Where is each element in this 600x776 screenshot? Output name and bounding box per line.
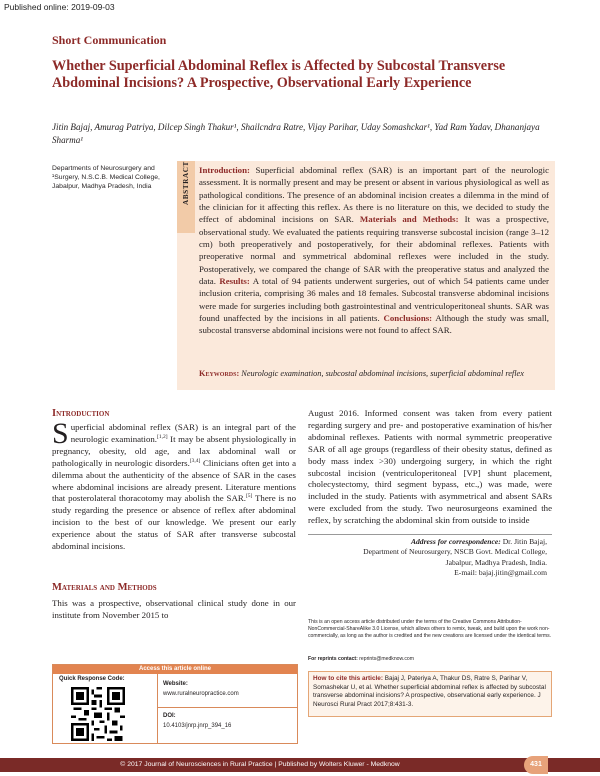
correspondence-email[interactable]: E-mail: bajaj.jitin@gmail.com xyxy=(454,567,547,577)
reprints-label: For reprints contact: xyxy=(308,656,358,662)
abstract-results-heading: Results: xyxy=(219,276,250,287)
keywords xyxy=(199,368,549,379)
access-box xyxy=(52,664,298,744)
methods-heading: Materials and Methods xyxy=(52,582,157,593)
ref-1-2[interactable]: [1,2] xyxy=(157,433,168,440)
reprints xyxy=(308,656,552,662)
correspondence-line2: Department of Neurosurgery, NSCB Govt. Medical College, xyxy=(363,547,547,557)
abstract-results-text: A total of 94 patients underwent surgeries, out of which 54 patients came under inclusion criteria, comprising 36 males and 18 females. Subcostal transverse abdominal incisions were made for surgeries including both gastrointestinal and ventriculoperitoneal shunts. SAR was found unaffected by the incisions in all patients. xyxy=(199,276,549,324)
affiliation: Departments of Neurosurgery and ¹Surgery, N.S.C.B. Medical College, Jabalpur, Madhya Pradesh, India xyxy=(52,165,160,190)
intro-p4: There is no study regarding the presence or absence of reflex after abdominal incision to the best of our knowledge. We present our early experience about the status of SAR after transverse subcostal abdominal incisions. xyxy=(52,493,296,552)
reprints-email[interactable]: reprints@medknow.com xyxy=(357,656,414,662)
methods-text: This was a prospective, observational clinical study done in our institute from November 2015 to xyxy=(52,598,296,620)
article-title: Whether Superficial Abdominal Reflex is Affected by Subcostal Transverse Abdominal Incisions? A Prospective, Observational Early Experience xyxy=(52,58,506,91)
published-date: Published online: 2019-09-03 xyxy=(4,2,115,12)
ref-3-4[interactable]: [3,4] xyxy=(189,457,201,464)
correspondence-name: Dr. Jitin Bajaj, xyxy=(500,537,547,546)
intro-p2: It may be absent physiologically in pregnancy, obesity, old age, and lax abdominal wall or pathologically in neurologic disorders. xyxy=(52,433,296,468)
abstract-methods-heading: Materials and Methods: xyxy=(359,214,459,225)
abstract-conclusions-text: Although the study was small, subcostal transverse abdominal incisions were not found to affect SAR. xyxy=(199,313,549,336)
footer-text: © 2017 Journal of Neurosciences in Rural Practice | Published by Wolters Kluwer - Medknow xyxy=(120,761,400,768)
abstract-conclusions-heading: Conclusions: xyxy=(383,313,433,324)
keywords-heading: Keywords: xyxy=(199,369,240,378)
doi-label: DOI: xyxy=(163,713,176,719)
intro-p3: Clinicians often get into a dilemma about the authenticity of the absence of SAR in the cases where abdominal incisions are already present. Literature mentions that posterolateral thoracotomy may abolish the SAR. xyxy=(52,457,297,504)
abstract-tab-label: ABSTRACT xyxy=(182,161,190,205)
dropcap: S xyxy=(52,417,69,450)
abstract-methods-text: It was a prospective, observational study. We evaluated the patients requiring transverse subcostal incision (range 3–12 cm) both preoperatively and postoperatively, for their abdominal reflexes. Patients with preoperative normal and symmetrical abdominal reflexes were included in the study. Postoperatively, we compared the change of SAR with the preoperative status and analyzed the data. xyxy=(199,214,549,287)
cite-box xyxy=(308,671,552,717)
introduction-heading: Introduction xyxy=(52,408,110,419)
qr-code-icon[interactable] xyxy=(71,687,125,741)
access-divider xyxy=(157,674,158,744)
cite-label: How to cite this article: xyxy=(313,675,383,682)
license-text: This is an open access article distributed under the terms of the Creative Commons Attribution-NonCommercial-ShareAlike 3.0 License, which allows others to remix, tweak, and build upon the work non-commercially, as long as the author is credited and the new creations are licensed under the identical terms. xyxy=(308,619,552,640)
correspondence-line3: Jabalpur, Madhya Pradesh, India. xyxy=(445,557,547,567)
correspondence-rule xyxy=(308,534,552,535)
access-hr xyxy=(157,707,297,708)
introduction-text xyxy=(52,417,297,553)
qr-label: Quick Response Code: xyxy=(59,676,125,682)
cite-text: Bajaj J, Pateriya A, Thakur DS, Ratre S, Parihar V, Somashekar U, et al. Whether superficial abdominal reflex is affected by subcostal transverse abdominal incisions? A prospective, observational early experience. J Neurosci Rural Pract 2017;8:431-3. xyxy=(313,675,546,708)
ref-5[interactable]: [5] xyxy=(245,493,253,500)
correspondence-heading: Address for correspondence: xyxy=(410,537,501,546)
abstract-text xyxy=(199,164,549,337)
doi-link[interactable]: 10.4103/jnrp.jnrp_394_16 xyxy=(163,723,232,729)
intro-p1: uperficial abdominal reflex (SAR) is an integral part of the neurologic examination. xyxy=(70,422,296,444)
keywords-text: Neurologic examination, subcostal abdominal incisions, superficial abdominal reflex xyxy=(239,369,524,378)
website-label: Website: xyxy=(163,681,188,687)
access-header: Access this article online xyxy=(53,665,297,674)
abstract-intro-text: Superficial abdominal reflex (SAR) is an important part of the neurologic assessment. It is normally present and may be present or absent in various physiological as well as pathological conditions. The presence of an abdominal incision creates a dilemma in the mind of the clinician for it affecting this reflex. As there is no literature on this, we decided to study the effect of abdominal incisions on SAR. xyxy=(199,165,549,225)
abstract-intro-heading: Introduction: xyxy=(199,165,250,175)
website-link[interactable]: www.ruralneuropractice.com xyxy=(163,691,239,697)
author-list: Jitin Bajaj, Amurag Patriya, Dilcep Singh Thakur¹, Shailcndra Ratre, Vijay Parihar, Uday Somashckar¹, Yad Ram Yadav, Dhananjaya Sharma¹ xyxy=(52,122,540,145)
right-column-text: August 2016. Informed consent was taken from every patient regarding surgery and pre- and postoperative examination of his/her abdominal reflexes. Patients with normal symmetric preoperative SAR of all age groups (regardless of their obesity status, defined as body mass index >30) undergoing surgery, in which the right subcostal incision (ventriculoperitoneal [VP] shunt placement, cholecystectomy, third segment bypass, etc.,) was made, were included in the study. Patients with asymmetrical and absent SARs were excluded from the study. Two neurosurgeons examined the reflex, by scratching the abdominal skin from outside to inside xyxy=(308,408,552,526)
correspondence xyxy=(313,537,547,578)
page-number: 431 xyxy=(524,756,548,774)
section-label: Short Communication xyxy=(52,33,167,47)
